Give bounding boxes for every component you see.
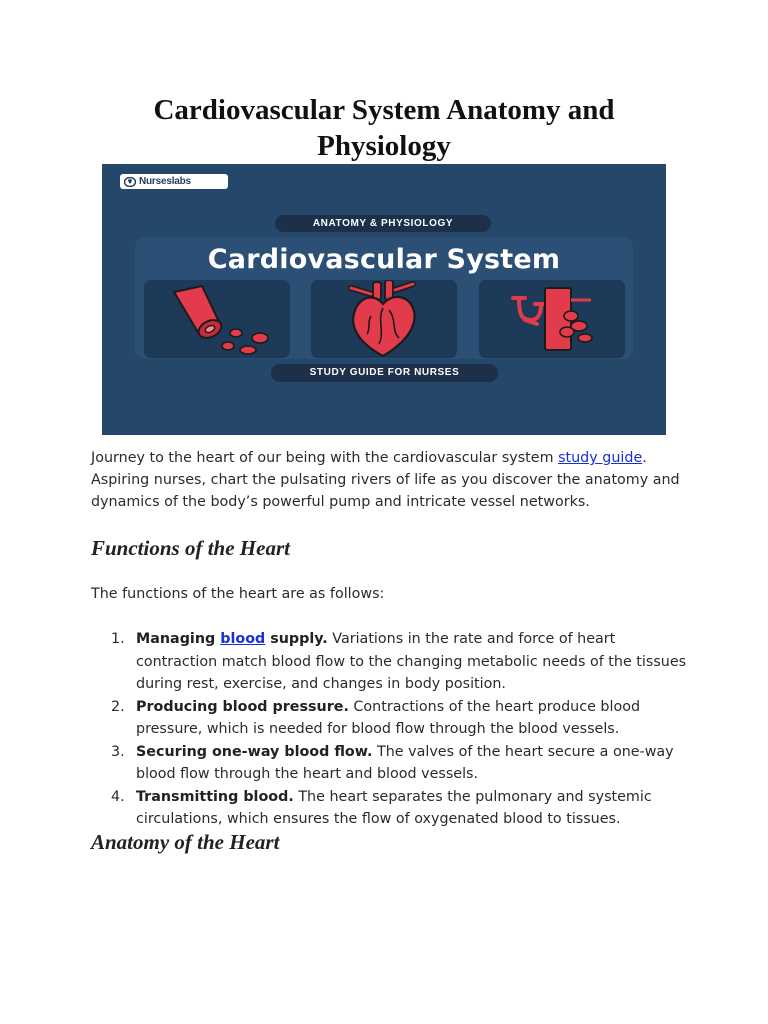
intro-paragraph bbox=[91, 447, 691, 513]
item-bold-text: Producing blood pressure. bbox=[136, 698, 349, 715]
list-item bbox=[91, 696, 691, 741]
page-title bbox=[0, 92, 768, 164]
blood-link[interactable]: blood bbox=[220, 631, 266, 647]
list-number: 3. bbox=[111, 743, 125, 760]
item-bold-text: Transmitting blood. bbox=[136, 788, 294, 805]
list-number: 2. bbox=[111, 698, 125, 715]
blood-vessel-icon bbox=[144, 280, 290, 358]
anatomy-heading: Anatomy of the Heart bbox=[91, 830, 280, 854]
banner-bottom-pill: STUDY GUIDE FOR NURSES bbox=[271, 364, 498, 382]
banner-heading: Cardiovascular System bbox=[207, 244, 561, 275]
logo-text: Nurseslabs bbox=[139, 176, 191, 187]
functions-list bbox=[91, 628, 691, 831]
item-text: The valves of the heart secure a one-way blood flow through the heart and blood vessels. bbox=[136, 743, 674, 782]
item-text: The heart separates the pulmonary and systemic circulations, which ensures the flow of oxygenated blood to tissues. bbox=[136, 788, 652, 827]
item-text: Variations in the rate and force of heart contraction match blood flow to the changing metabolic needs of the tissues during rest, exercise, and changes in body position. bbox=[136, 631, 687, 692]
banner-top-pill: ANATOMY & PHYSIOLOGY bbox=[275, 215, 491, 232]
title-line-1: Cardiovascular System Anatomy and bbox=[153, 94, 615, 126]
list-number: 1. bbox=[111, 631, 125, 647]
list-number: 4. bbox=[111, 788, 125, 805]
list-item bbox=[91, 741, 691, 786]
list-item bbox=[91, 786, 691, 831]
nurseslabs-logo[interactable] bbox=[120, 174, 228, 189]
title-line-2: Physiology bbox=[317, 130, 451, 162]
functions-heading: Functions of the Heart bbox=[91, 536, 290, 560]
blood-cells-icon bbox=[479, 280, 625, 358]
item-bold-text: Securing one-way blood flow. bbox=[136, 743, 373, 760]
vessel-card bbox=[144, 280, 290, 358]
logo-mark-icon bbox=[124, 177, 136, 187]
item-bold-text-after: supply. bbox=[265, 631, 328, 647]
heart-icon bbox=[311, 280, 457, 358]
cover-banner bbox=[102, 164, 666, 435]
blood-cells-card bbox=[479, 280, 625, 358]
functions-lead: The functions of the heart are as follows: bbox=[91, 586, 385, 602]
item-bold-text: Managing bbox=[136, 631, 221, 647]
heart-card bbox=[311, 280, 457, 358]
intro-text-before: Journey to the heart of our being with the cardiovascular system bbox=[91, 450, 559, 466]
item-text: Contractions of the heart produce blood pressure, which is needed for blood flow through the blood vessels. bbox=[136, 698, 641, 737]
study-guide-link[interactable]: study guide bbox=[558, 450, 643, 466]
intro-text-after: . Aspiring nurses, chart the pulsating rivers of life as you discover the anatomy and dynamics of the body’s powerful pump and intricate vessel networks. bbox=[91, 450, 680, 510]
list-item bbox=[91, 628, 691, 696]
